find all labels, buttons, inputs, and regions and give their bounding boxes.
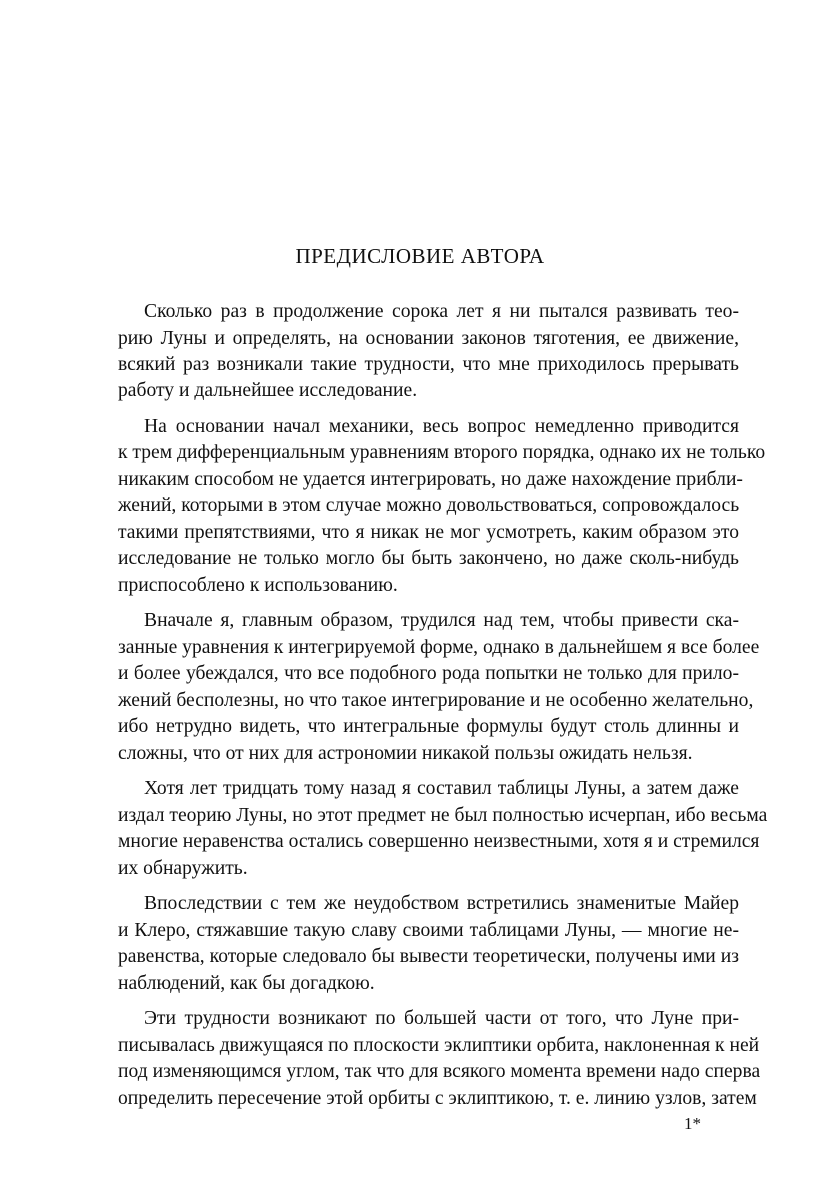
text-line: никаким способом не удается интегрировать, но даже нахождение прибли- — [118, 468, 743, 490]
text-line: их обнаружить. — [118, 857, 248, 879]
text-line: всякий раз возникали такие трудности, что мне приходилось прерывать — [118, 354, 739, 375]
text-line: определить пересечение этой орбиты с эклиптикою, т. е. линию узлов, затем — [118, 1087, 757, 1109]
text-line: рию Луны и определять, на основании законов тяготения, ее движение, — [118, 327, 739, 349]
text-line: Сколько раз в продолжение сорока лет я ни пытался развивать тео- — [144, 301, 739, 322]
text-line: под изменяющимся углом, так что для всякого момента времени надо сперва — [118, 1061, 761, 1082]
text-line: жений, которыми в этом случае можно довольствоваться, сопровождалось — [118, 495, 740, 517]
text-line: такими препятствиями, что я никак не мог усмотреть, каким образом это — [118, 521, 739, 543]
text-line: равенства, которые следовало бы вывести теоретически, получены ими из — [118, 946, 739, 968]
text-line: Хотя лет тридцать тому назад я составил таблицы Луны, а затем даже — [144, 778, 739, 800]
text-line: работу и дальнейшее исследование. — [118, 380, 418, 402]
text-line: сложны, что от них для астрономии никакой пользы ожидать нельзя. — [118, 742, 693, 764]
text-line: писывалась движущаяся по плоскости эклиптики орбита, наклоненная к ней — [118, 1034, 760, 1056]
text-line: Вначале я, главным образом, трудился над тем, чтобы привести ска- — [144, 610, 739, 632]
text-line: исследование не только могло бы быть закончено, но даже сколь-нибудь — [118, 548, 739, 570]
text-line: занные уравнения к интегрируемой форме, однако в дальнейшем я все более — [118, 636, 760, 658]
text-line: к трем дифференциальным уравнениям второго порядка, однако их не только — [118, 442, 766, 464]
text-line: приспособлено к использованию. — [118, 574, 398, 596]
text-line: и более убеждался, что все подобного рода попытки не только для прило- — [118, 663, 739, 685]
text-line: наблюдений, как бы догадкою. — [118, 972, 375, 994]
text-line: На основании начал механики, весь вопрос немедленно приводится — [144, 415, 739, 437]
text-line: жений бесполезны, но что такое интегрирование и не особенно желательно, — [118, 689, 754, 711]
text-line: ибо нетрудно видеть, что интегральные формулы будут столь длинны и — [118, 716, 739, 738]
text-line: Впоследствии с тем же неудобством встретились знаменитые Майер — [144, 893, 739, 915]
text-line: многие неравенства остались совершенно неизвестными, хотя я и стремился — [118, 831, 760, 853]
page-number: 1* — [684, 1114, 701, 1133]
page-title: ПРЕДИСЛОВИЕ АВТОРА — [295, 244, 545, 268]
text-line: издал теорию Луны, но этот предмет не был полностью исчерпан, ибо весьма — [118, 804, 768, 826]
text-line: Эти трудности возникают по большей части от того, что Луне при- — [144, 1008, 739, 1030]
text-line: и Клеро, стяжавшие такую славу своими таблицами Луны, — многие не- — [118, 919, 739, 941]
